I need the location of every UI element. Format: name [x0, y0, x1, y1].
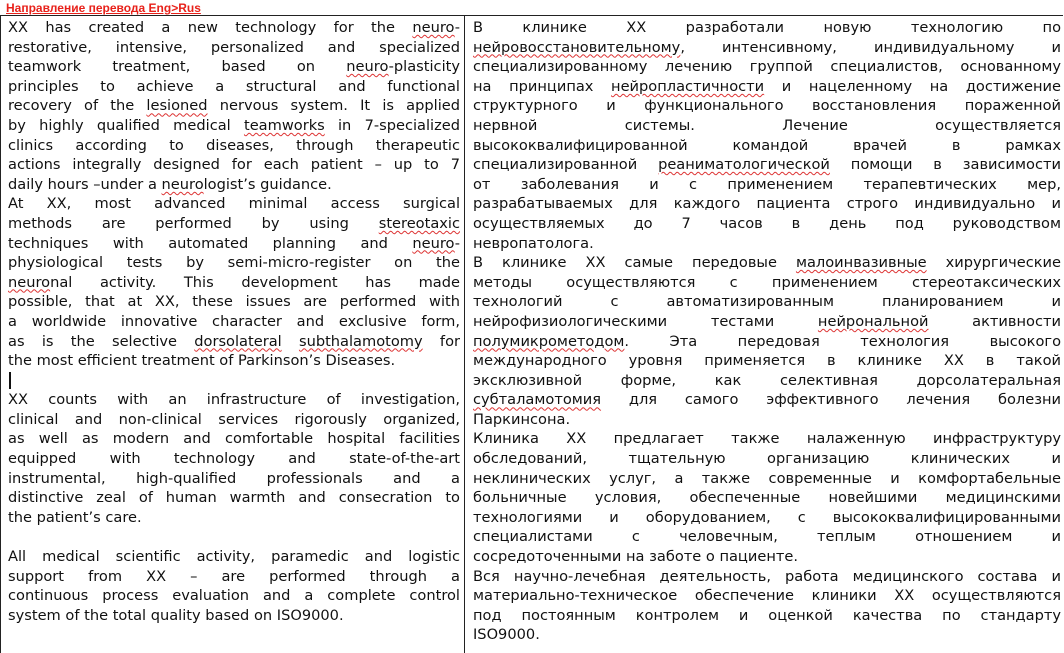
spellcheck-word[interactable]: teamworks — [243, 116, 325, 134]
spellcheck-word[interactable]: lesioned — [146, 97, 208, 115]
spellcheck-word[interactable]: нейропластичности — [611, 77, 765, 95]
ru-line: эксклюзивной форме, как селективная дорсолатеральная — [473, 371, 1061, 389]
ru-line: материально-техническое обеспечение клиники XX осуществляются — [473, 587, 1061, 605]
en-line: a worldwide innovative character and exclusive form, — [8, 312, 460, 330]
en-line: support from XX – are performed through a — [8, 567, 460, 585]
en-line: clinical and non-clinical services rigorously organized, — [8, 410, 460, 428]
en-line: equipped with technology and state-of-the-art — [8, 450, 460, 468]
ru-line: специалистами с человечным, теплым отношением и — [473, 528, 1061, 546]
ru-line: разрабатываемых для каждого пациента строго индивидуально и — [473, 195, 1061, 213]
spellcheck-word[interactable]: dorsolateral — [194, 332, 282, 350]
en-line: At XX, most advanced minimal access surgical — [8, 195, 460, 213]
en-line: All medical scientific activity, paramedic and logistic — [8, 548, 460, 566]
ru-line: неклинических услуг, а также современные и комфортабельные — [473, 469, 1061, 487]
spellcheck-word[interactable]: малоинвазивные — [795, 254, 927, 272]
ru-line: нервной системы. Лечение осуществляется — [473, 116, 1061, 134]
column-divider — [464, 16, 465, 653]
ru-line: Вся научно-лечебная деятельность, работа медицинского состава и — [473, 567, 1061, 585]
text-cursor — [9, 372, 11, 389]
en-line: the patient’s care. — [8, 508, 142, 526]
spellcheck-word[interactable]: subthalamotomy — [298, 332, 423, 350]
ru-line: специализированному лечению группой специалистов, основанному — [473, 58, 1061, 76]
en-line: XX has created a new technology for the neuro- — [8, 19, 460, 36]
ru-line: на принципах нейропластичности и нацеленному на достижение — [473, 77, 1061, 95]
en-line: neuronal activity. This development has made — [8, 273, 460, 291]
ru-line: невропатолога. — [473, 234, 594, 252]
en-line: possible, that at XX, these issues are performed with — [8, 293, 460, 311]
en-line: clinics according to diseases, through therapeutic — [8, 136, 460, 154]
en-line — [8, 527, 460, 547]
ru-line: нейрофизиологическими тестами нейрональной активности — [473, 312, 1061, 330]
target-text-column-russian[interactable] — [473, 18, 1061, 653]
translation-table — [0, 15, 1063, 653]
en-line: restorative, intensive, personalized and specialized — [8, 38, 460, 56]
en-line: as well as modern and comfortable hospital facilities — [8, 430, 460, 448]
en-line: techniques with automated planning and neuro- — [8, 234, 460, 252]
en-line: principles to achieve a structural and functional — [8, 77, 460, 95]
en-line: methods are performed by using stereotaxic — [8, 214, 460, 232]
source-text-column-english[interactable] — [8, 18, 460, 653]
en-line: recovery of the lesioned nervous system. It is applied — [8, 97, 460, 115]
spellcheck-word[interactable]: нейровосстановительному — [473, 38, 681, 56]
ru-line: специализированной реаниматологической помощи в зависимости — [473, 156, 1061, 174]
ru-line: Паркинсона. — [473, 410, 571, 428]
en-line: actions integrally designed for each patient – up to 7 — [8, 156, 460, 174]
spellcheck-word[interactable]: stereotaxic — [378, 214, 460, 232]
ru-line: высококвалифицированной командой врачей в рамках — [473, 136, 1061, 154]
ru-line: международного уровня применяется в клинике XX в такой — [473, 352, 1061, 370]
ru-line: В клинике XX самые передовые малоинвазивные хирургические — [473, 254, 1061, 272]
ru-line: сосредоточенными на заботе о пациенте. — [473, 548, 798, 566]
ru-line: В клинике XX разработали новую технологию по — [473, 19, 1061, 36]
spellcheck-word[interactable]: neuro — [8, 273, 51, 291]
ru-line: от заболевания и с применением терапевтических мер, — [473, 175, 1061, 193]
en-line: as is the selective dorsolateral subthalamotomy for — [8, 332, 460, 350]
spellcheck-word[interactable]: полумикрометодом — [473, 332, 625, 350]
spellcheck-word[interactable]: neuro — [346, 58, 389, 76]
ru-line: ISO9000. — [473, 626, 540, 644]
spellcheck-word[interactable]: neuro — [161, 175, 204, 193]
spellcheck-word[interactable]: реаниматологической — [658, 156, 830, 174]
ru-line: осуществляемых до 7 часов в день под руководством — [473, 214, 1061, 232]
spellcheck-word[interactable]: нейрональной — [817, 312, 929, 330]
en-line: daily hours –under a neurologist’s guidance. — [8, 175, 332, 193]
ru-line: Клиника XX предлагает также налаженную инфраструктуру — [473, 430, 1061, 448]
ru-line: структурного и функционального восстановления пораженной — [473, 97, 1061, 115]
en-line: instrumental, high-qualified professionals and a — [8, 469, 460, 487]
en-line: continuous process evaluation and a complete control — [8, 587, 460, 605]
ru-line: больничные условия, обеспеченные новейшими медицинскими — [473, 489, 1061, 507]
en-line: system of the total quality based on ISO9000. — [8, 606, 344, 624]
en-line — [8, 371, 460, 391]
ru-line: методы осуществляются с применением стереотаксических — [473, 273, 1061, 291]
ru-line: технологиями и оборудованием, с высококвалифицированными — [473, 508, 1061, 526]
ru-line: обследований, тщательную организацию клинических и — [473, 450, 1061, 468]
translation-direction-label: Направление перевода Eng>Rus — [6, 1, 201, 15]
en-line: XX counts with an infrastructure of investigation, — [8, 391, 460, 409]
spellcheck-word[interactable]: neuro — [412, 19, 455, 36]
en-line: the most efficient treatment of Parkinson’s Diseases. — [8, 352, 396, 370]
ru-line: технологий с автоматизированным планированием и — [473, 293, 1061, 311]
en-line: physiological tests by semi-micro-register on the — [8, 254, 460, 272]
ru-line: субталамотомия для самого эффективного лечения болезни — [473, 391, 1061, 409]
ru-line: под постоянным контролем и оценкой качества по стандарту — [473, 606, 1061, 624]
en-line: distinctive zeal of human warmth and consecration to — [8, 489, 460, 507]
ru-line: полумикрометодом. Эта передовая технология высокого — [473, 332, 1061, 350]
spellcheck-word[interactable]: субталамотомия — [473, 391, 602, 409]
spellcheck-word[interactable]: neuro — [412, 234, 455, 252]
ru-line: нейровосстановительному, интенсивному, индивидуальному и — [473, 38, 1061, 56]
en-line: teamwork treatment, based on neuro-plasticity — [8, 58, 460, 76]
en-line: by highly qualified medical teamworks in 7-specialized — [8, 116, 460, 134]
